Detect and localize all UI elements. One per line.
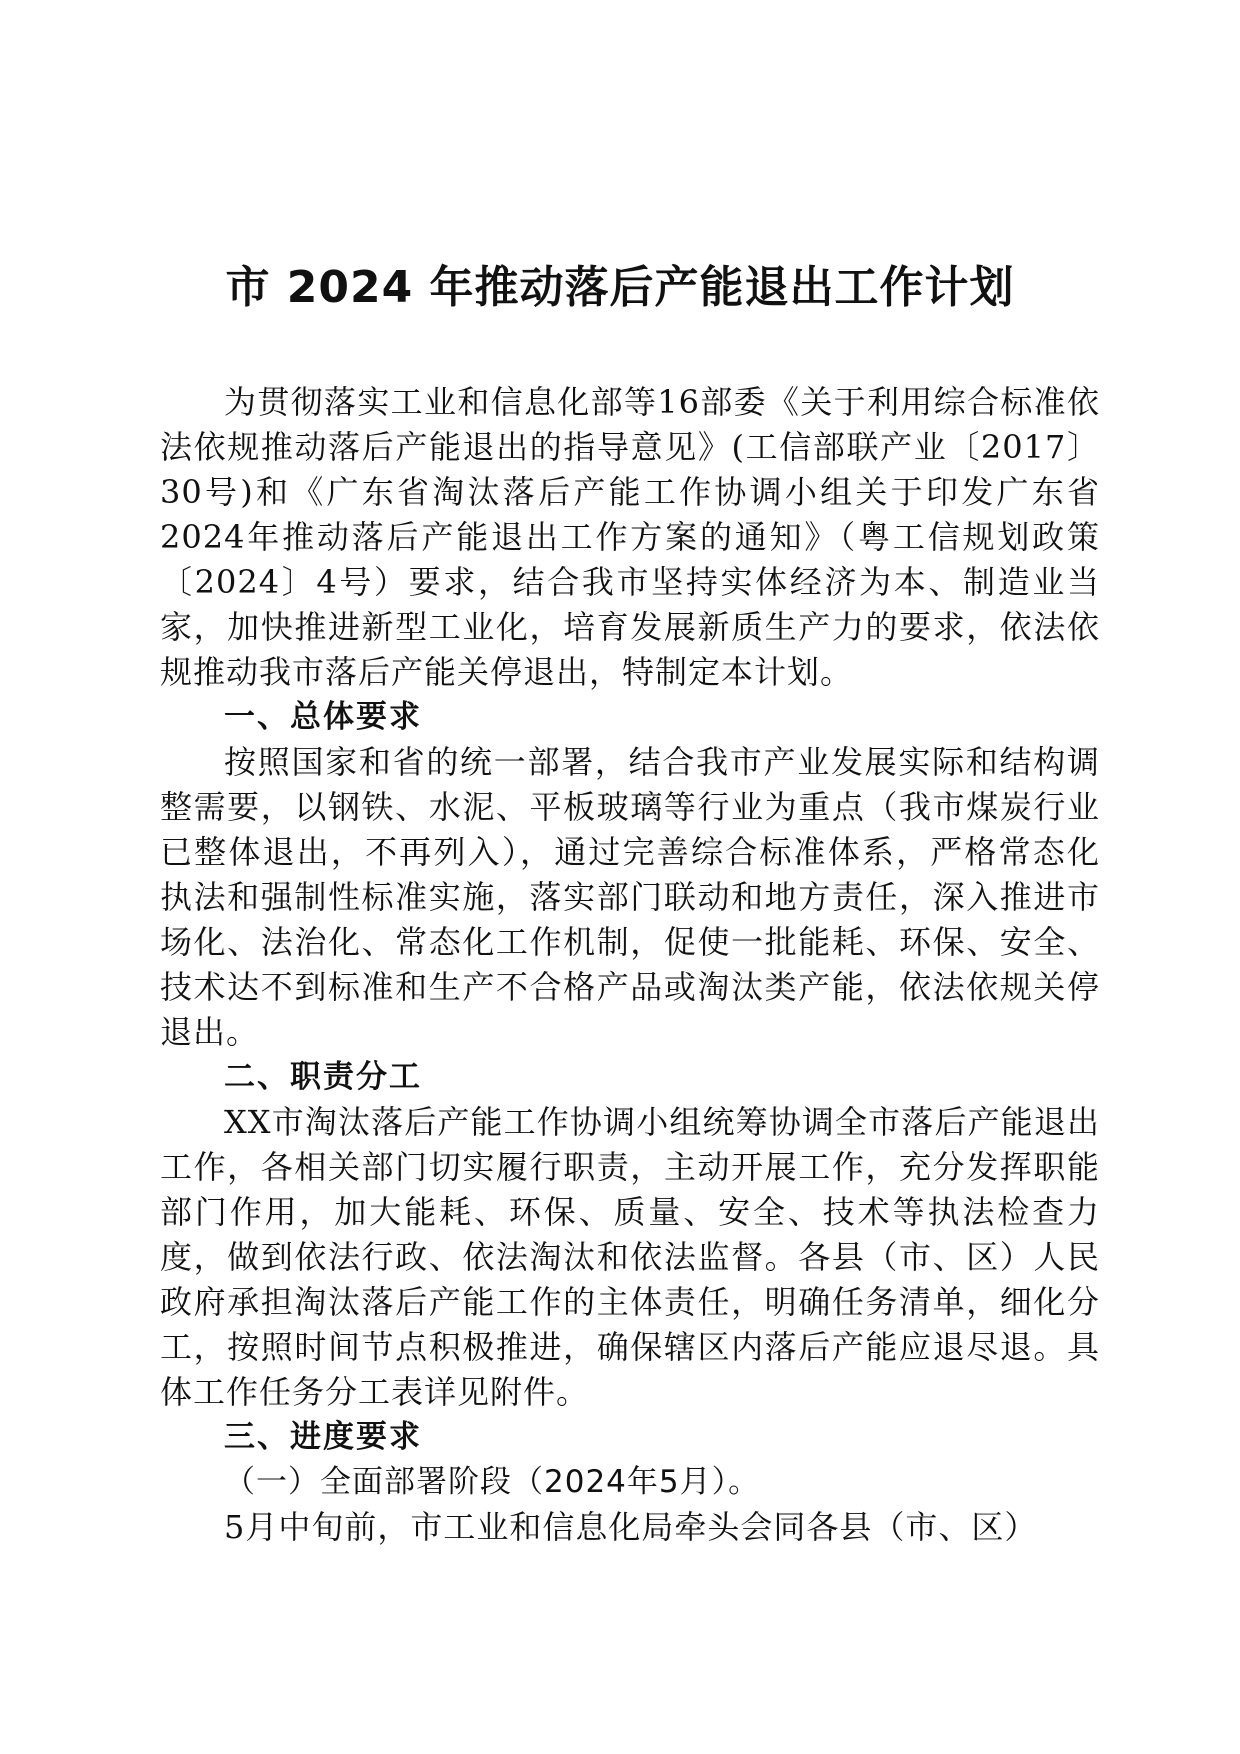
section-3-heading: 三、进度要求 (224, 1419, 422, 1455)
document-title: 市 2024 年推动落后产能退出工作计划 (225, 262, 1015, 313)
section-2-heading: 二、职责分工 (224, 1059, 422, 1095)
intro-paragraph: 为贯彻落实工业和信息化部等16部委《关于利用综合标准依法依规推动落后产能退出的指导意见》(工信部联产业〔2017〕30号)和《广东省淘汰落后产能工作协调小组关于印发广东省2024年推动落后产能退出工作方案的通知》（粤工信规划政策〔2024〕4号）要求，结合我市坚持实体经济为本、制造业当家，加快推进新型工业化，培育发展新质生产力的要求，依法依规推动我市落后产能关停退出，特制定本计划。 (160, 383, 1100, 691)
section-3-subheading-1: （一）全面部署阶段（2024年5月）。 (224, 1464, 761, 1500)
document-body (160, 380, 1100, 1550)
section-1-heading: 一、总体要求 (224, 699, 422, 735)
section-2-paragraph: XX市淘汰落后产能工作协调小组统筹协调全市落后产能退出工作，各相关部门切实履行职责，主动开展工作，充分发挥职能部门作用，加大能耗、环保、质量、安全、技术等执法检查力度，做到依法行政、依法淘汰和依法监督。各县（市、区）人民政府承担淘汰落后产能工作的主体责任，明确任务清单，细化分工，按照时间节点积极推进，确保辖区内落后产能应退尽退。具体工作任务分工表详见附件。 (160, 1103, 1100, 1411)
section-1-paragraph: 按照国家和省的统一部署，结合我市产业发展实际和结构调整需要，以钢铁、水泥、平板玻璃等行业为重点（我市煤炭行业已整体退出，不再列入），通过完善综合标准体系，严格常态化执法和强制性标准实施，落实部门联动和地方责任，深入推进市场化、法治化、常态化工作机制，促使一批能耗、环保、安全、技术达不到标准和生产不合格产品或淘汰类产能，依法依规关停退出。 (160, 743, 1100, 1051)
section-3-paragraph: 5月中旬前，市工业和信息化局牵头会同各县（市、区） (224, 1508, 1038, 1546)
